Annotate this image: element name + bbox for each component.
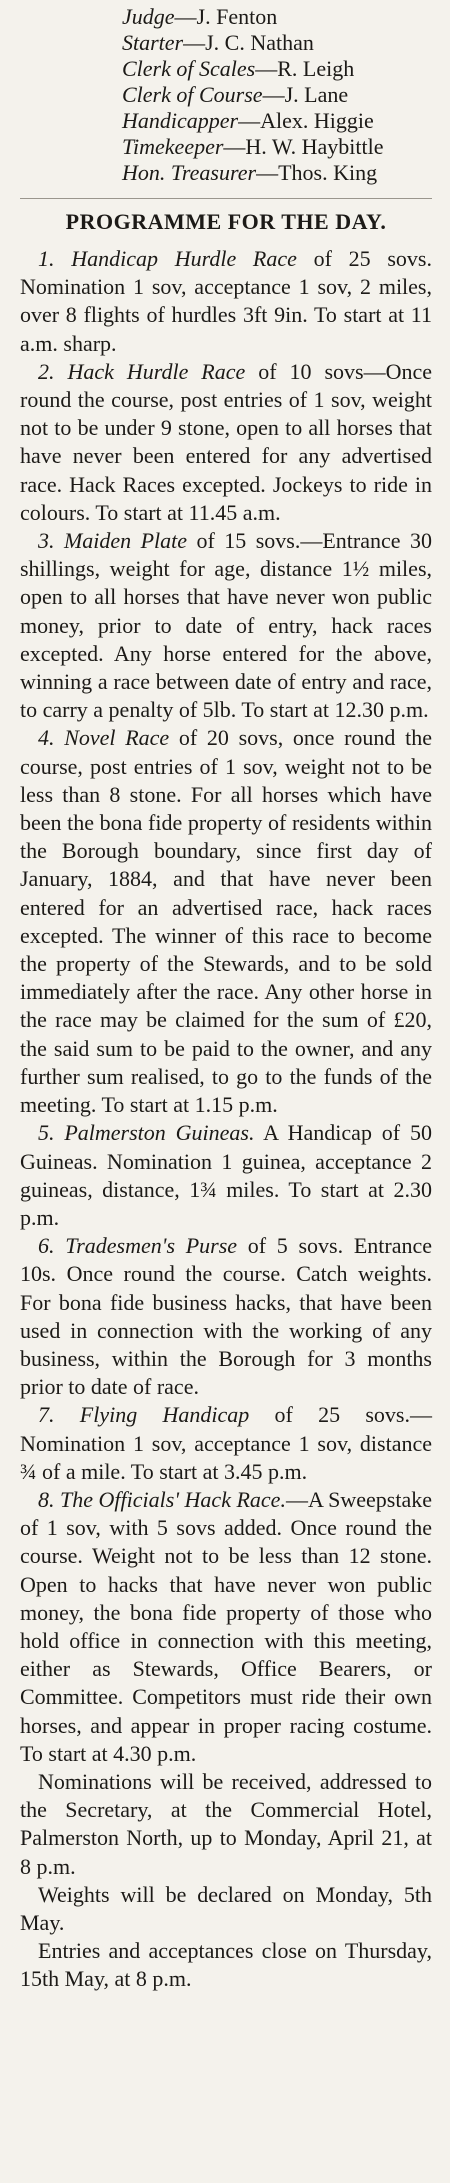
dash: — (256, 160, 279, 185)
official-name: Alex. Higgie (260, 108, 374, 133)
official-role: Timekeeper (122, 134, 224, 159)
official-role: Hon. Treasurer (122, 160, 257, 185)
official-role: Clerk of Scales (122, 56, 256, 81)
race-title: 8. The Officials' Hack Race. (38, 1486, 286, 1512)
race-details: A Handicap of 50 Guineas. Nomination 1 guinea, acceptance 2 guineas, distance, 1¾ miles. To start at 2.30 p.m. (20, 1120, 432, 1230)
notice-paragraph (20, 1881, 432, 1937)
official-role: Starter (122, 30, 184, 55)
official-role: Judge (122, 4, 175, 29)
official-name: R. Leigh (277, 56, 355, 81)
official-role: Clerk of Course (122, 82, 263, 107)
race-paragraph (20, 358, 432, 527)
race-title: 2. Hack Hurdle Race (38, 358, 246, 384)
dash: — (223, 134, 246, 159)
race-details: of 25 sovs.—Nomination 1 sov, acceptance 1 sov, distance ¾ of a mile. To start at 3.45 p.m. (20, 1402, 432, 1484)
official-name: J. C. Nathan (205, 30, 314, 55)
official-role: Handicapper (122, 108, 239, 133)
official-name: J. Lane (284, 82, 349, 107)
race-paragraph (20, 1486, 432, 1768)
race-title: 1. Handicap Hurdle Race (38, 246, 297, 271)
official-row (122, 82, 432, 108)
race-details: —A Sweepstake of 1 sov, with 5 sovs added. Once round the course. Weight not to be less than 12 stone. Open to hacks that have never won public money, the bona fide property of those who hold office in connection with this meeting, either as Stewards, Office Bearers, or Committee. Competitors must ride their own horses, and appear in proper racing costume. To start at 4.30 p.m. (20, 1486, 433, 1766)
dash: — (183, 30, 206, 55)
official-name: H. W. Haybittle (245, 134, 384, 159)
race-title: 6. Tradesmen's Purse (38, 1233, 238, 1259)
race-title: 7. Flying Handicap (38, 1402, 250, 1428)
notice-paragraph (20, 1768, 432, 1881)
race-details: of 15 sovs.—Entrance 30 shillings, weight for age, distance 1½ miles, open to all horses that have never won public money, prior to date of entry, hack races excepted. Any horse entered for the above, winning a race between date of entry and race, to carry a penalty of 5lb. To start at 12.30 p.m. (20, 528, 432, 723)
race-paragraph (20, 527, 432, 724)
official-row (122, 30, 432, 56)
race-details: of 10 sovs—Once round the course, post entries of 1 sov, weight not to be under 9 stone, open to all horses that have never been entered for any advertised race. Hack Races excepted. Jockeys to ride in colours. To start at 11.45 a.m. (20, 358, 432, 525)
official-row (122, 134, 432, 160)
race-title: 4. Novel Race (38, 725, 170, 751)
race-paragraph (20, 1232, 432, 1401)
notice-text: Entries and acceptances close on Thursday, 15th May, at 8 p.m. (20, 1938, 432, 1992)
dash: — (262, 82, 285, 107)
race-paragraph (20, 1119, 432, 1232)
notice-paragraph (20, 1937, 432, 1993)
official-name: J. Fenton (196, 4, 278, 29)
notice-text: Weights will be declared on Monday, 5th May. (20, 1881, 432, 1935)
dash: — (255, 56, 278, 81)
official-row (122, 56, 432, 82)
officials-list (20, 4, 432, 186)
race-paragraph (20, 245, 432, 358)
race-details: of 25 sovs. Nomination 1 sov, acceptance 1 sov, 2 miles, over 8 flights of hurdles 3ft 9in. To start at 11 a.m. sharp. (20, 246, 432, 356)
dash: — (174, 4, 197, 29)
official-row (122, 108, 432, 134)
programme-heading: PROGRAMME FOR THE DAY. (20, 198, 432, 235)
official-row (122, 4, 432, 30)
race-details: of 20 sovs, once round the course, post entries of 1 sov, weight not to be less than 8 stone. For all horses which have been the bona fide property of residents within the Borough boundary, since first day of January, 1884, and that have never been entered for an advertised race, hack races excepted. The winner of this race to become the property of the Stewards, and to be sold immediately after the race. Any other horse in the race may be claimed for the sum of £20, the said sum to be paid to the owner, and any further sum realised, to go to the funds of the meeting. To start at 1.15 p.m. (20, 725, 432, 1118)
official-row (122, 160, 432, 186)
race-details: of 5 sovs. Entrance 10s. Once round the course. Catch weights. For bona fide business hacks, that have been used in connection with the working of any business, within the Borough for 3 months prior to date of race. (20, 1233, 432, 1400)
notice-text: Nominations will be received, addressed to the Secretary, at the Commercial Hotel, Palmerston North, up to Monday, April 21, at 8 p.m. (20, 1768, 432, 1879)
race-paragraph (20, 724, 432, 1119)
race-title: 5. Palmerston Guineas. (38, 1120, 255, 1146)
dash: — (238, 108, 261, 133)
race-paragraph (20, 1401, 432, 1486)
official-name: Thos. King (278, 160, 378, 185)
race-title: 3. Maiden Plate (38, 528, 188, 554)
